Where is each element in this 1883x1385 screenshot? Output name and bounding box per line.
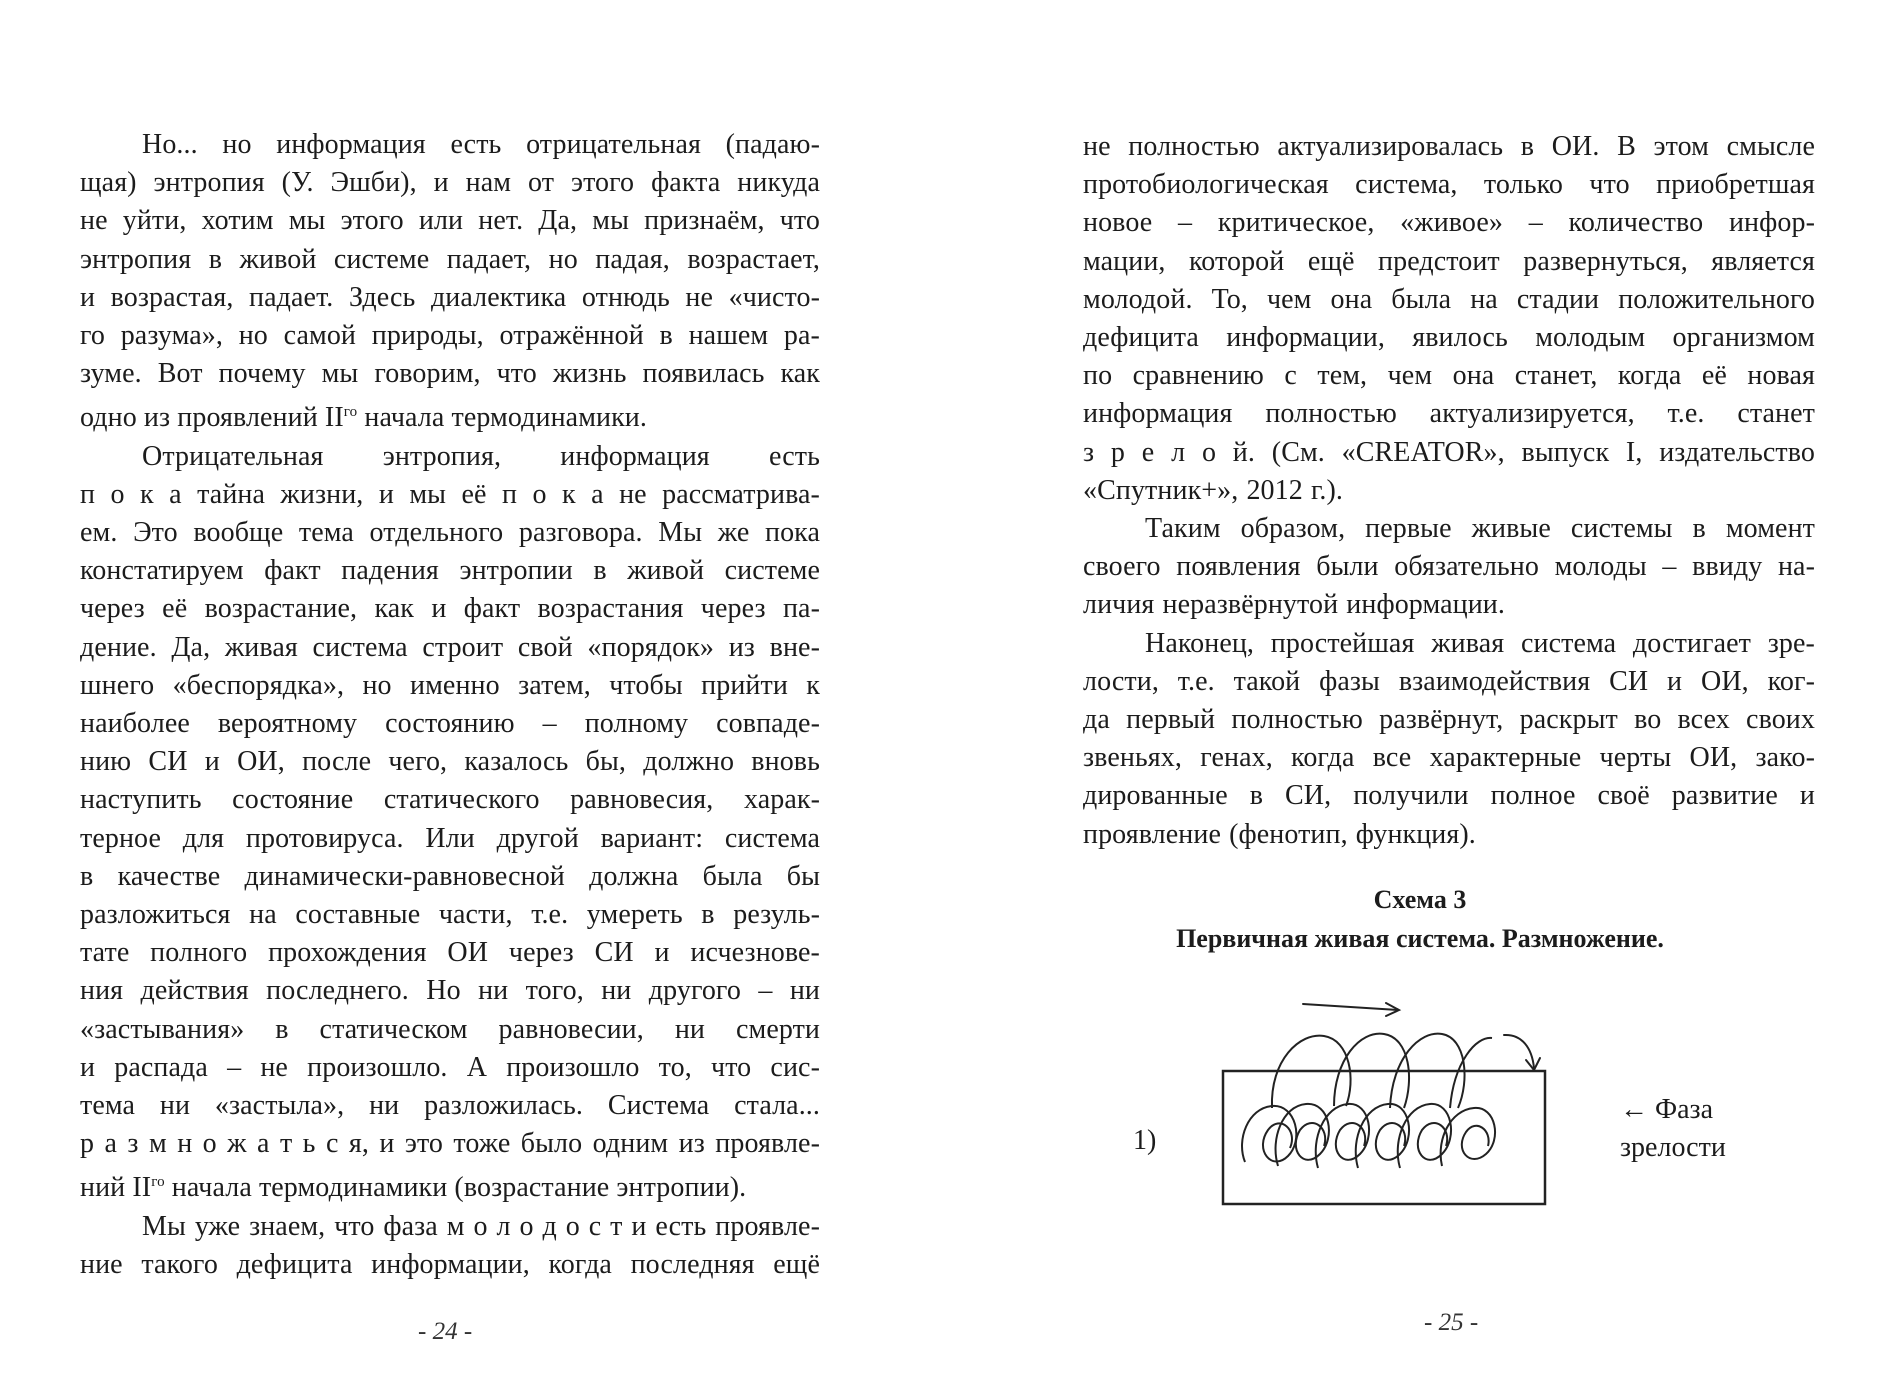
text-fragment: начала термодинамики (возрастание энтропии). bbox=[171, 1172, 747, 1204]
text-line: ем. Это вообще тема отдельного разговора. Мы же пока bbox=[80, 517, 820, 549]
left-paragraph-1 bbox=[80, 126, 820, 438]
text-line: терное для протовируса. Или другой вариант: система bbox=[80, 822, 820, 854]
curved-arrow-icon bbox=[1504, 1035, 1540, 1070]
text-line: наиболее вероятному состоянию – полному совпаде- bbox=[80, 708, 820, 740]
text-line: наступить состояние статического равновесия, харак- bbox=[80, 784, 820, 816]
text-line: зуме. Вот почему мы говорим, что жизнь появилась как bbox=[80, 358, 820, 390]
phase-label: зрелости bbox=[1620, 1132, 1726, 1163]
page-number-right: - 25 - bbox=[1424, 1309, 1479, 1336]
text-fragment: одно из проявлений II bbox=[80, 402, 344, 434]
text-line: тате полного прохождения ОИ через СИ и исчезнове- bbox=[80, 937, 820, 969]
direction-arrow bbox=[1303, 1003, 1399, 1016]
text-line: констатируем факт падения энтропии в живой системе bbox=[80, 555, 820, 587]
text-line: энтропия в живой системе падает, но падая, возрастает, bbox=[80, 243, 820, 275]
text-line: Наконец, простейшая живая система достигает зре- bbox=[1145, 627, 1815, 659]
text-line: «Спутник+», 2012 г.). bbox=[1083, 474, 1344, 506]
text-line: и возрастая, падает. Здесь диалектика отнюдь не «чисто- bbox=[80, 281, 820, 313]
text-line: р а з м н о ж а т ь с я, и это тоже было одним из проявле- bbox=[80, 1128, 820, 1160]
text-line: нию СИ и ОИ, после чего, казалось бы, должно вновь bbox=[80, 746, 820, 778]
text-line: в качестве динамически-равновесной должна была бы bbox=[80, 860, 820, 892]
ordinal-suffix: го bbox=[151, 1174, 165, 1191]
scheme-subtitle: Первичная живая система. Размножение. bbox=[1176, 924, 1664, 953]
text-fragment: ний II bbox=[80, 1172, 152, 1204]
text-line: го разума», но самой природы, отражённой в нашем ра- bbox=[80, 320, 820, 352]
text-line: лости, т.е. такой фазы взаимодействия СИ и ОИ, ког- bbox=[1083, 665, 1815, 697]
text-line: личия неразвёрнутой информации. bbox=[1083, 589, 1505, 621]
left-page bbox=[80, 126, 820, 1284]
right-paragraph-2 bbox=[1083, 510, 1815, 625]
coil-spirals bbox=[1242, 1104, 1495, 1168]
text-line: да первый полностью развёрнут, раскрыт во всех своих bbox=[1083, 704, 1815, 736]
text-line: Но... но информация есть отрицательная (падаю- bbox=[142, 129, 820, 160]
text-line: тема ни «застыла», ни разложилась. Система стала... bbox=[80, 1090, 820, 1122]
text-line: через её возрастание, как и факт возрастания через па- bbox=[80, 593, 820, 625]
text-line: дение. Да, живая система строит свой «порядок» из вне- bbox=[80, 631, 820, 663]
text-line: Мы уже знаем, что фаза м о л о д о с т и есть проявле- bbox=[142, 1210, 820, 1242]
text-line bbox=[80, 1163, 820, 1207]
text-line: и распада – не произошло. А произошло то, что сис- bbox=[80, 1051, 820, 1083]
page-number-left: - 24 - bbox=[418, 1318, 473, 1345]
left-paragraph-3 bbox=[80, 1208, 820, 1284]
text-line: проявление (фенотип, функция). bbox=[1083, 818, 1476, 850]
scheme-title: Схема 3 bbox=[1373, 885, 1467, 914]
text-line: Таким образом, первые живые системы в момент bbox=[1145, 513, 1815, 545]
text-line: дефицита информации, явилось молодым организмом bbox=[1083, 322, 1815, 354]
diagram-item-number: 1) bbox=[1133, 1125, 1157, 1156]
text-line: мации, которой ещё предстоит развернуться, является bbox=[1083, 245, 1815, 277]
text-fragment: начала термодинамики. bbox=[364, 402, 647, 434]
text-line bbox=[80, 393, 820, 437]
text-line: новое – критическое, «живое» – количество инфор- bbox=[1083, 207, 1815, 239]
text-line: не полностью актуализировалась в ОИ. В этом смысле bbox=[1083, 131, 1815, 162]
text-line: ния действия последнего. Но ни того, ни другого – ни bbox=[80, 975, 820, 1007]
system-box bbox=[1223, 1071, 1545, 1204]
text-line: разложиться на составные части, т.е. умереть в резуль- bbox=[80, 899, 820, 931]
text-line: Отрицательная энтропия, информация есть bbox=[142, 440, 820, 472]
text-line: ние такого дефицита информации, когда последняя ещё bbox=[80, 1248, 820, 1280]
right-paragraph-1 bbox=[1083, 128, 1815, 510]
text-line: по сравнению с тем, чем она станет, когда её новая bbox=[1083, 360, 1815, 392]
text-line: щая) энтропия (У. Эшби), и нам от этого факта никуда bbox=[80, 167, 820, 199]
text-line: п о к а тайна жизни, и мы её п о к а не рассматрива- bbox=[80, 478, 820, 510]
right-paragraph-3 bbox=[1083, 625, 1815, 854]
text-line: своего появления были обязательно молоды – ввиду на- bbox=[1083, 551, 1815, 583]
text-line: дированные в СИ, получили полное своё развитие и bbox=[1083, 780, 1815, 812]
text-line: «застывания» в статическом равновесии, ни смерти bbox=[80, 1013, 820, 1045]
phase-label: ← Фаза bbox=[1620, 1094, 1714, 1125]
text-line: не уйти, хотим мы этого или нет. Да, мы признаём, что bbox=[80, 205, 820, 237]
text-line: молодой. То, чем она была на стадии положительного bbox=[1083, 283, 1815, 315]
text-line: звеньях, генах, когда все характерные черты ОИ, зако- bbox=[1083, 742, 1815, 774]
left-paragraph-2 bbox=[80, 438, 820, 1208]
text-line: з р е л о й. (См. «CREATOR», выпуск I, издательство bbox=[1083, 436, 1815, 468]
text-line: шнего «беспорядка», но именно затем, чтобы прийти к bbox=[80, 669, 820, 701]
right-page bbox=[1083, 128, 1815, 854]
text-line: протобиологическая система, только что приобретшая bbox=[1083, 169, 1815, 201]
ordinal-suffix: го bbox=[343, 404, 358, 421]
text-line: информация полностью актуализируется, т.е. станет bbox=[1083, 398, 1815, 430]
